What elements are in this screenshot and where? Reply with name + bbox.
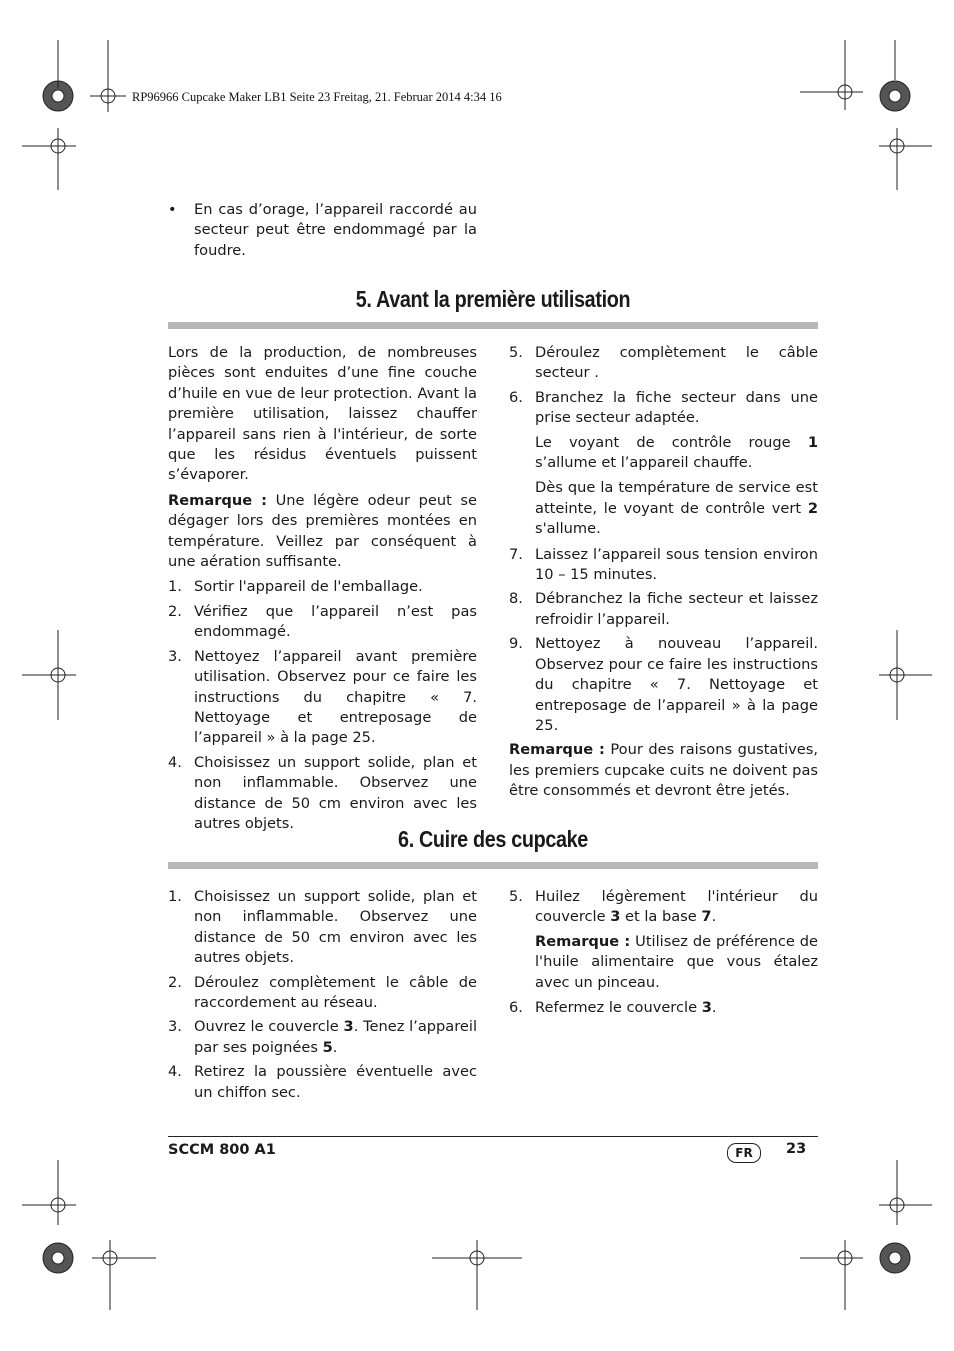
list-item [168, 577, 477, 597]
step-number: 8. [509, 590, 523, 608]
list-item [168, 1017, 477, 1058]
list-item [509, 388, 818, 429]
page-number: 23 [786, 1141, 807, 1157]
step-number: 5. [509, 888, 523, 905]
print-header: RP96966 Cupcake Maker LB1 Seite 23 Freitag, 21. Februar 2014 4:34 16 [132, 90, 502, 104]
note-text: Pour des raisons gustatives, les premiers cupcake cuits ne doivent pas être consommés et devront être jetés. [509, 741, 818, 800]
sub-text: Le voyant de contrôle rouge [535, 433, 808, 451]
step-text: Laissez l’appareil sous tension environ 10 – 15 minutes. [535, 545, 818, 584]
list-item [168, 887, 477, 969]
step-number: 1. [168, 888, 182, 905]
step-text: Choisissez un support solide, plan et non inflammable. Observez une distance de 50 cm environ avec les autres objets. [194, 753, 477, 832]
red-indicator-note [509, 433, 818, 474]
footer-rule [168, 1136, 818, 1137]
note-label: Remarque : [168, 491, 267, 509]
step-text: . Tenez l’appareil par ses poignées [194, 1018, 477, 1056]
footer-model: SCCM 800 A1 [168, 1142, 276, 1158]
list-item [509, 998, 818, 1018]
step-text: Déroulez complètement le câble secteur . [535, 344, 818, 382]
section-6-title: 6. Cuire des cupcake [398, 826, 588, 852]
step-number: 3. [168, 647, 182, 665]
step-number: 9. [509, 635, 523, 653]
part-ref: 3 [610, 908, 621, 926]
step-text: Vérifiez que l’appareil n’est pas endommagé. [194, 602, 477, 641]
part-ref: 1 [807, 433, 818, 451]
list-item [168, 602, 477, 643]
list-item [509, 634, 818, 736]
step-number: 5. [509, 344, 523, 361]
part-ref: 3 [343, 1018, 354, 1036]
step-number: 2. [168, 973, 182, 991]
section-5-left-column [168, 343, 477, 838]
step-text: Choisissez un support solide, plan et non inflammable. Observez une distance de 50 cm environ avec les autres objets. [194, 888, 477, 967]
step-number: 6. [509, 388, 523, 406]
step-text: Ouvrez le couvercle [194, 1018, 344, 1036]
language-badge: FR [727, 1143, 761, 1163]
section-6-left-column [168, 887, 477, 1107]
sub-text: s’allume et l’appareil chauffe. [535, 454, 753, 472]
list-item [168, 1062, 477, 1103]
step-text: Huilez légèrement l'intérieur du couvercle [535, 888, 818, 926]
list-item [168, 647, 477, 749]
section-5-right-note [509, 740, 818, 801]
note-label: Remarque : [535, 932, 631, 950]
section-6-right-column [509, 887, 818, 1022]
section-5-intro: Lors de la production, de nombreuses pièces sont enduites d’une fine couche d’huile en vue de leur protection. Avant la première utilisation, laissez chauffer l’appareil sans rien à l'intérieur, de sorte que les résidus éventuels puissent s’évaporer. [168, 344, 477, 484]
section-5-note [168, 491, 477, 573]
step-text: . [711, 999, 717, 1017]
section-6-note [509, 932, 818, 993]
list-item [509, 545, 818, 586]
note-text: Utilisez de préférence de l'huile alimentaire que vous étalez avec un pinceau. [535, 932, 819, 991]
bullet-glyph: • [168, 201, 177, 218]
step-text: Branchez la fiche secteur dans une prise secteur adaptée. [535, 388, 818, 427]
green-indicator-note [509, 478, 818, 539]
step-number: 6. [509, 999, 523, 1017]
list-item [509, 589, 818, 630]
step-text: Nettoyez à nouveau l’appareil. Observez pour ce faire les instructions du chapitre « 7. Nettoyage et entreposage de l’appareil » à la page 25. [535, 635, 818, 734]
part-ref: 5 [322, 1038, 333, 1056]
sub-text: Dès que la température de service est atteinte, le voyant de contrôle vert [535, 479, 818, 517]
step-number: 2. [168, 602, 182, 620]
step-number: 1. [168, 578, 182, 596]
note-text: Une légère odeur peut se dégager lors des premières montées en température. Veillez par conséquent à une aération suffisante. [168, 491, 477, 571]
part-ref: 7 [701, 908, 712, 926]
step-number: 3. [168, 1018, 182, 1036]
section-5-title: 5. Avant la première utilisation [355, 286, 631, 312]
step-number: 4. [168, 1063, 182, 1081]
step-text: . [711, 908, 717, 926]
step-text: Sortir l'appareil de l'emballage. [194, 578, 423, 596]
list-item [168, 753, 477, 835]
step-text: . [332, 1038, 338, 1056]
step-text: et la base [620, 908, 702, 926]
list-item [509, 343, 818, 384]
step-text: Déroulez complètement le câble de raccordement au réseau. [194, 973, 477, 1012]
part-ref: 3 [701, 999, 712, 1017]
list-item [168, 973, 477, 1014]
part-ref: 2 [807, 499, 818, 517]
sub-text: s'allume. [535, 520, 601, 538]
step-text: Nettoyez l’appareil avant première utilisation. Observez pour ce faire les instructions du chapitre « 7. Nettoyage et entreposage de l’appareil » à la page 25. [194, 647, 477, 747]
step-number: 4. [168, 753, 182, 771]
list-item [509, 887, 818, 928]
step-text: Retirez la poussière éventuelle avec un chiffon sec. [194, 1063, 477, 1101]
section-5-rule [168, 322, 818, 329]
section-5-right-column [509, 343, 818, 807]
intro-bullet [168, 200, 477, 265]
step-text: Débranchez la fiche secteur et laissez refroidir l’appareil. [535, 590, 818, 628]
note-label: Remarque : [509, 741, 605, 759]
step-text: Refermez le couvercle [535, 999, 702, 1017]
step-number: 7. [509, 545, 523, 563]
section-6-rule [168, 862, 818, 869]
intro-bullet-text: En cas d’orage, l’appareil raccordé au secteur peut être endommagé par la foudre. [194, 201, 477, 259]
